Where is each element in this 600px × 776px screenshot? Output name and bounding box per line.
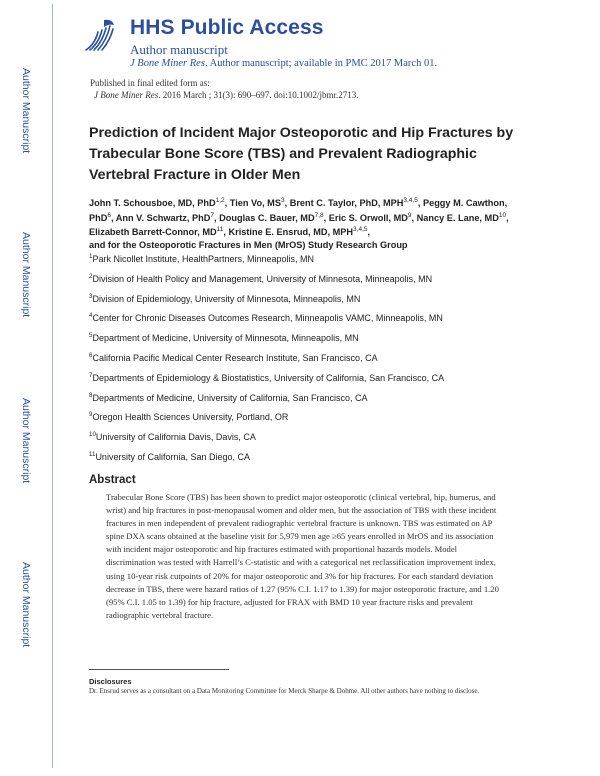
author-name: Kristine E. Ensrud, MD, MPH [228,227,354,238]
affiliation-list [89,251,529,469]
affiliation-item: $^{10}$University of California Davis, Davis, CA [89,431,256,443]
author-affiliation-sup: 11 [216,226,224,234]
citation-details: . 2016 March ; 31(3): 690–697. doi:10.1002/jbmr.2713. [158,90,359,100]
side-label-author-manuscript: Author Manuscript [20,232,32,318]
margin-divider [52,4,53,768]
author-name: Brent C. Taylor, PhD, MPH [289,198,404,209]
affiliation-item: $^5$Department of Medicine, University of Minnesota, Minneapolis, MN [89,332,359,344]
disclosures-heading: Disclosures [89,677,132,686]
author-name: Eric S. Orwoll, MD [328,212,408,223]
affiliation-item: $^6$California Pacific Medical Center Research Institute, San Francisco, CA [89,351,378,363]
author-name: Ann V. Schwartz, PhD [115,212,211,223]
author-name: Peggy M. Cawthon, PhD [89,198,508,223]
side-label-author-manuscript: Author Manuscript [20,68,32,154]
affiliation-item: $^8$Departments of Medicine, University of California, San Francisco, CA [89,391,368,403]
affiliation-item: $^1$Park Nicollet Institute, HealthPartners, Minneapolis, MN [89,253,315,264]
affiliation-item: $^3$Division of Epidemiology, University of Minnesota, Minneapolis, MN [89,292,361,304]
author-affiliation-sup: 3 [280,197,285,204]
affiliation-item: $^4$Center for Chronic Diseases Outcomes Research, Minneapolis VAMC, Minneapolis, MN [89,312,443,324]
study-group: and for the Osteoporotic Fractures in Men (MrOS) Study Research Group [89,239,408,250]
hhs-eagle-logo-icon [82,16,118,54]
author-affiliation-sup: 7,8 [314,211,324,219]
citation-line [90,89,358,101]
author-list: John T. Schousboe, MD, PhD$^{1,2}$, Tien Vo, $MS^3$, Brent C. Taylor, PhD, MPH$^{3,4,5}$, Peggy M. Cawthon, PhD$^6$, Ann V. Schwartz, PhD$^7$, Douglas C. Bauer, MD$^{7,8}$, Eric S. Orwoll, $MD^9$, Nancy E. Lane, MD$^{10}$, Elizabeth Barrett-Connor, MD$^{11}$, Kristine E. Ensrud, MD, MPH$^{3,4,5}$, and for the Osteoporotic Fractures in Men (MrOS) Study Research Group [89,197,509,250]
author-affiliation-sup: 7 [210,211,215,219]
affiliation-item: $^{11}$University of California, San Diego, CA [89,450,251,462]
author-name: John T. Schousboe, MD, PhD [89,198,216,209]
affiliation-item: $^7$Departments of Epidemiology & Biostatistics, University of California, San Francisco, CA [89,371,445,383]
author-name: Elizabeth Barrett-Connor, MD [89,227,217,238]
availability-text: . Author manuscript; available in PMC 2017 March 01. [204,58,438,69]
side-label-author-manuscript: Author Manuscript [20,398,32,484]
hhs-public-access-title: HHS Public Access [130,16,324,39]
author-affiliation-sup: 3,4,5 [353,226,368,234]
citation-journal: J Bone Miner Res [94,90,159,100]
publication-info [90,77,358,101]
journal-name: J Bone Miner Res [130,58,205,69]
journal-availability-line [130,58,437,69]
author-affiliation-sup: 1,2 [215,197,225,204]
footnote-rule [89,669,229,670]
abstract-text: Trabecular Bone Score (TBS) has been shown to predict major osteoporotic (clinical vertebral, hip, humerus, and wrist) and hip fractures in post-menopausal women and older men, but the association of TBS with these incident fractures in men independent of prevalent radiographic vertebral fracture is unknown. TBS was estimated on AP spine DXA scans obtained at the baseline visit for 5,979 men age ≥65 years enrolled in MrOS and its association with incident major osteoporotic and hip fractures estimated with proportional hazards models. Model discrimination was tested with Harrell’s C-statistic and with a categorical net reclassification improvement index, using 10-year risk cutpoints of 20% for major osteoporotic and 3% for hip fractures. For each standard deviation decrease in TBS, there were hazard ratios of 1.27 (95% C.I. 1.17 to 1.39) for major osteoporotic fracture, and 1.20 (95% C.I. 1.05 to 1.39) for hip fracture, adjusted for FRAX with BMD 10 year fracture risks and prevalent radiographic vertebral fracture. [106,492,499,620]
author-name: Tien Vo, MS [229,198,281,209]
author-name: Nancy E. Lane, MD [416,212,499,223]
author-manuscript-subtitle: Author manuscript [130,42,228,57]
affiliation-item: $^9$Oregon Health Sciences University, Portland, OR [89,411,289,423]
author-affiliation-sup: 9 [407,211,412,219]
side-label-author-manuscript: Author Manuscript [20,562,32,648]
author-affiliation-sup: 10 [498,211,507,219]
author-affiliation-sup: 3,4,5 [403,197,418,204]
affiliation-item: $^2$Division of Health Policy and Management, University of Minnesota, Minneapolis, MN [89,272,433,284]
abstract-heading: Abstract [89,474,136,486]
disclosures-text: Dr. Ensrud serves as a consultant on a Data Monitoring Committee for Merck Sharpe & Dohme. All other authors have nothing to disclose. [89,687,480,695]
article-title: Prediction of Incident Major Osteoporotic and Hip Fractures by Trabecular Bone Score (TBS) and Prevalent Radiographic Vertebral Fracture in Older Men [89,125,514,183]
author-affiliation-sup: 6 [107,211,111,219]
published-label: Published in final edited form as: [90,78,210,88]
author-name: Douglas C. Bauer, MD [219,212,315,223]
